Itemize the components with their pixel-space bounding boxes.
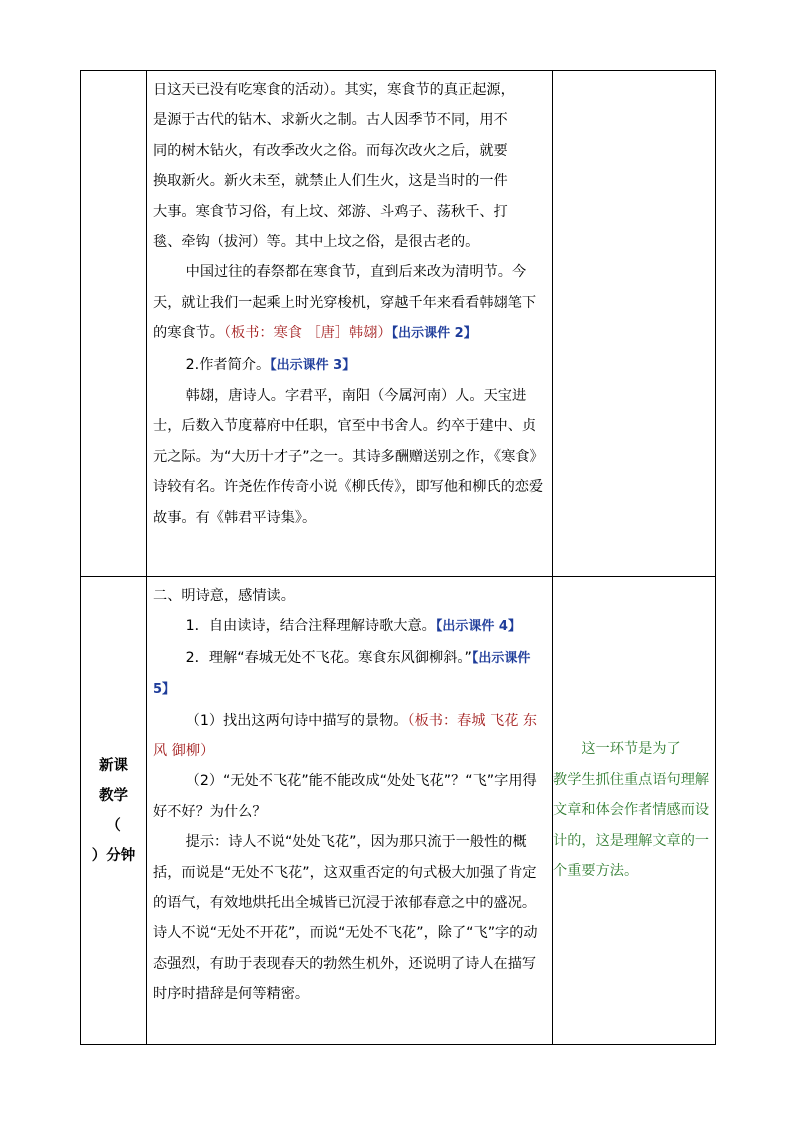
stage-cell-empty xyxy=(81,71,147,577)
courseware-tag: 【出示课件 4】 xyxy=(435,619,521,635)
courseware-tag: 【出示课件 2】 xyxy=(391,326,477,342)
content-cell xyxy=(147,71,553,577)
content-cell xyxy=(147,577,553,1045)
courseware-tag: 【出示课件 3】 xyxy=(270,357,356,373)
stage-label: 新课 xyxy=(99,757,128,774)
step-item: 1．自由读诗，结合注释理解诗歌大意。【出示课件 4】 xyxy=(185,618,521,635)
table-row xyxy=(81,71,716,577)
table-row xyxy=(81,577,716,1045)
board-note: （板书：春城 飞花 东风 御柳） xyxy=(153,712,538,760)
design-note-first-line: 这一环节是为了 xyxy=(581,741,681,758)
stage-label: ）分钟 xyxy=(91,847,136,864)
design-note-text: 教学生抓住重点语句理解文章和体会作者情感而设计的，这是理解文章的一个重要方法。 xyxy=(553,771,710,880)
author-bio-paragraph: 韩翃，唐诗人。字君平，南阳（今属河南）人。天宝进士，后数入节度幕府中任职，官至中书舍人。约卒于建中、贞元之际。为“大历十才子”之一。其诗多酬赠送别之作，《寒食》诗较有名。许尧佐作传奇小说《柳氏传》，即写他和柳氏的恋爱故事。有《韩君平诗集》。 xyxy=(153,388,544,526)
section-heading: 二、明诗意，感情读。 xyxy=(153,588,295,604)
stage-label: 教学 xyxy=(99,787,128,804)
note-cell-empty xyxy=(553,71,716,577)
courseware-tag: 【出示课件 5】 xyxy=(153,650,531,698)
lesson-plan-table xyxy=(80,70,716,1045)
design-note-cell xyxy=(553,577,716,1045)
author-intro-heading: 2.作者简介。【出示课件 3】 xyxy=(185,356,356,373)
question-item: （2）“无处不飞花”能不能改成“处处飞花”？“飞”字用得好不好？为什么？ xyxy=(153,773,537,820)
stage-label: （ xyxy=(106,817,121,834)
origin-paragraph: 日这天已没有吃寒食的活动）。其实，寒食节的真正起源， 是源于古代的钻木、求新火之制。古人因季节不同，用不 同的树木钻火，有改季改火之俗。而每次改火之后，就要 换取新火。新火未至，就禁止人们生火，这是当时的一件 大事。寒食节习俗，有上坟、郊游、斗鸡子、荡秋千、打 毯、牵钩（拔河）等。其中上坟之俗，是很古老的。 xyxy=(153,82,515,251)
hint-paragraph: 提示：诗人不说“处处飞花”，因为那只流于一般性的概括，而说是“无处不飞花”，这双重否定的句式极大加强了肯定的语气，有效地烘托出全城皆已沉浸于浓郁春意之中的盛况。诗人不说“无处不开花”，而说“无处不飞花”，除了“飞”字的动态强烈，有助于表现春天的勃然生机外，还说明了诗人在描写时序时措辞是何等精密。 xyxy=(153,834,538,1003)
board-note: （板书：寒食 ［唐］韩翃） xyxy=(223,325,392,342)
spring-festival-paragraph: 中国过往的春祭都在寒食节，直到后来改为清明节。今天，就让我们一起乘上时光穿梭机，穿越千年来看看韩翃笔下的寒食节。（板书：寒食 ［唐］韩翃）【出示课件 2】 xyxy=(153,264,537,342)
step-item: 2．理解“春城无处不飞花。寒食东风御柳斜。”【出示课件 5】 xyxy=(153,649,531,698)
stage-cell xyxy=(81,577,147,1045)
question-item: （1）找出这两句诗中描写的景物。（板书：春城 飞花 东风 御柳） xyxy=(153,712,538,760)
